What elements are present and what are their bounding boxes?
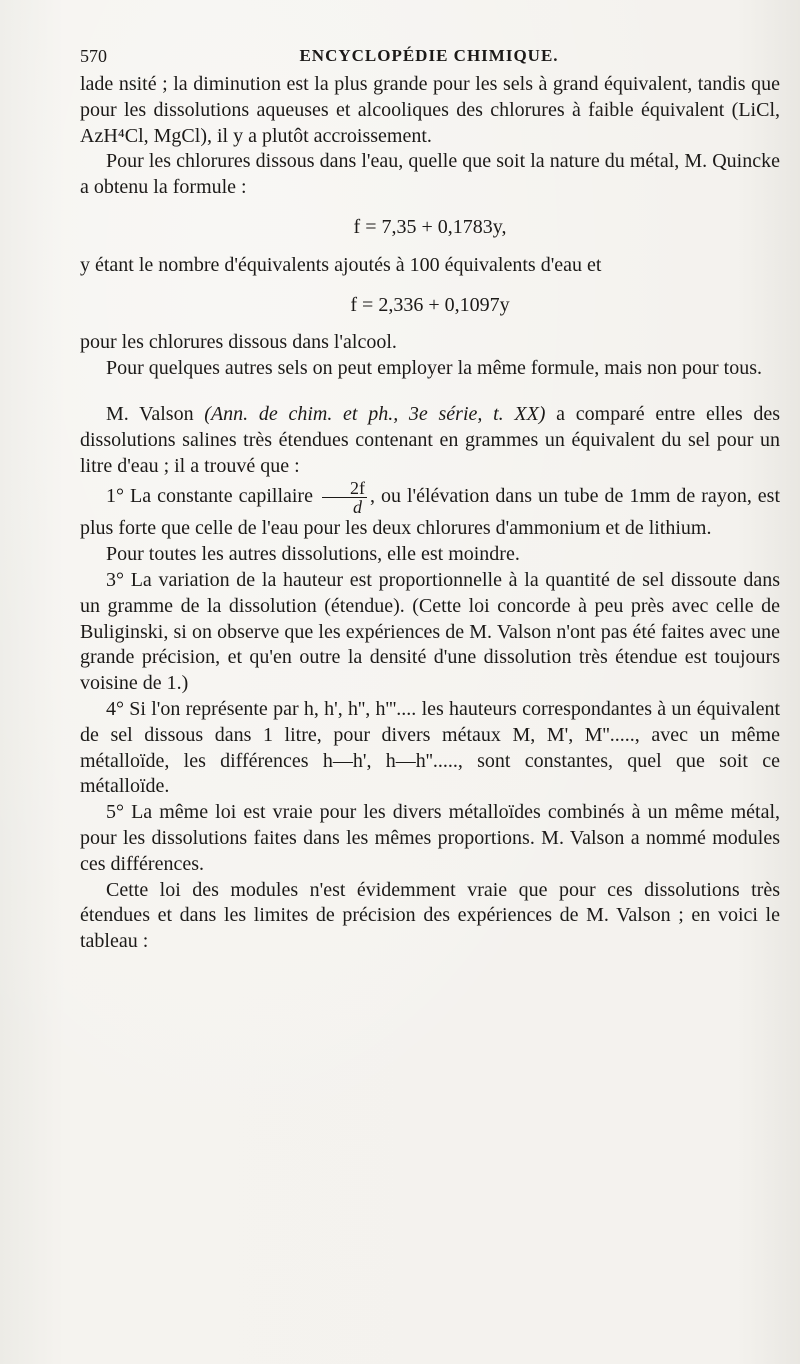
paragraph-quincke: Pour les chlorures dissous dans l'eau, quelle que soit la nature du métal, M. Quincke a obtenu la formule : <box>80 150 780 199</box>
citation: (Ann. de chim. et ph., 3e série, t. XX) <box>204 402 546 425</box>
paragraph-gap <box>80 382 780 402</box>
law-1-end: , ou l'élévation dans un tube de 1mm de rayon, est plus forte que celle de l'eau pour les deux chlorures d'ammonium et de lithium. <box>80 485 781 540</box>
paragraph-other-salts: Pour quelques autres sels on peut employer la même formule, mais non pour tous. <box>106 357 762 380</box>
formula-alcohol: f = 2,336 + 0,1097y <box>350 293 510 316</box>
paragraph-law-2: Pour toutes les autres dissolutions, elle est moindre. <box>106 543 520 566</box>
running-title: ENCYCLOPÉDIE CHIMIQUE. <box>299 46 559 65</box>
author-name: M. Valson <box>106 402 194 425</box>
page-header <box>78 40 780 70</box>
paragraph-y-definition: y étant le nombre d'équivalents ajoutés à 100 équivalents d'eau et <box>80 253 602 276</box>
paragraph-law-3: 3° La variation de la hauteur est proportionnelle à la quantité de sel dissoute dans un gramme de la dissolution (étendue). (Cette loi concorde à peu près avec celle de Buliginski, si on observe que les expériences de M. Valson n'ont pas été faites avec une grande précision, et qu'en outre la densité d'une dissolution très étendue est toujours voisine de 1.) <box>80 568 780 695</box>
paragraph-modules: Cette loi des modules n'est évidemment vraie que pour ces dissolutions très étendues et dans les limites de précision des expériences de M. Valson ; en voici le tableau : <box>80 878 780 953</box>
fraction-denominator: d <box>352 497 362 518</box>
paragraph-alcohol: pour les chlorures dissous dans l'alcool. <box>80 331 397 354</box>
fraction-2f-over-d <box>322 479 367 516</box>
body-text <box>80 72 780 955</box>
law-1-start: 1° La constante capillaire <box>106 485 313 508</box>
paragraph-law-5: 5° La même loi est vraie pour les divers métalloïdes combinés à un même métal, pour les dissolutions faites dans les mêmes proportions. M. Valson a nommé modules ces différences. <box>80 801 780 875</box>
paragraph-valson-rest: a comparé entre elles des dissolutions salines très étendues contenant en grammes un équivalent du sel pour un litre d'eau ; il a trouvé que : <box>80 402 781 477</box>
paragraph-continuation: lade nsité ; la diminution est la plus grande pour les sels à grand équivalent, tandis que pour les dissolutions aqueuses et alcooliques des chlorures à faible équivalent (LiCl, AzH⁴Cl, MgCl), il y a plutôt accroissement. <box>80 73 780 147</box>
paragraph-law-4: 4° Si l'on représente par h, h', h'', h'''.... les hauteurs correspondantes à un équivalent de sel dissous dans 1 litre, pour divers métaux M, M', M''....., avec un même métalloïde, les différences h—h', h—h''....., sont constantes, quel que soit ce métalloïde. <box>80 697 780 798</box>
paragraph-law-1 <box>80 479 780 542</box>
formula-water: f = 7,35 + 0,1783y, <box>353 215 507 238</box>
page-number: 570 <box>80 46 107 66</box>
fraction-numerator: 2f <box>322 479 367 498</box>
paragraph-valson <box>80 402 780 479</box>
